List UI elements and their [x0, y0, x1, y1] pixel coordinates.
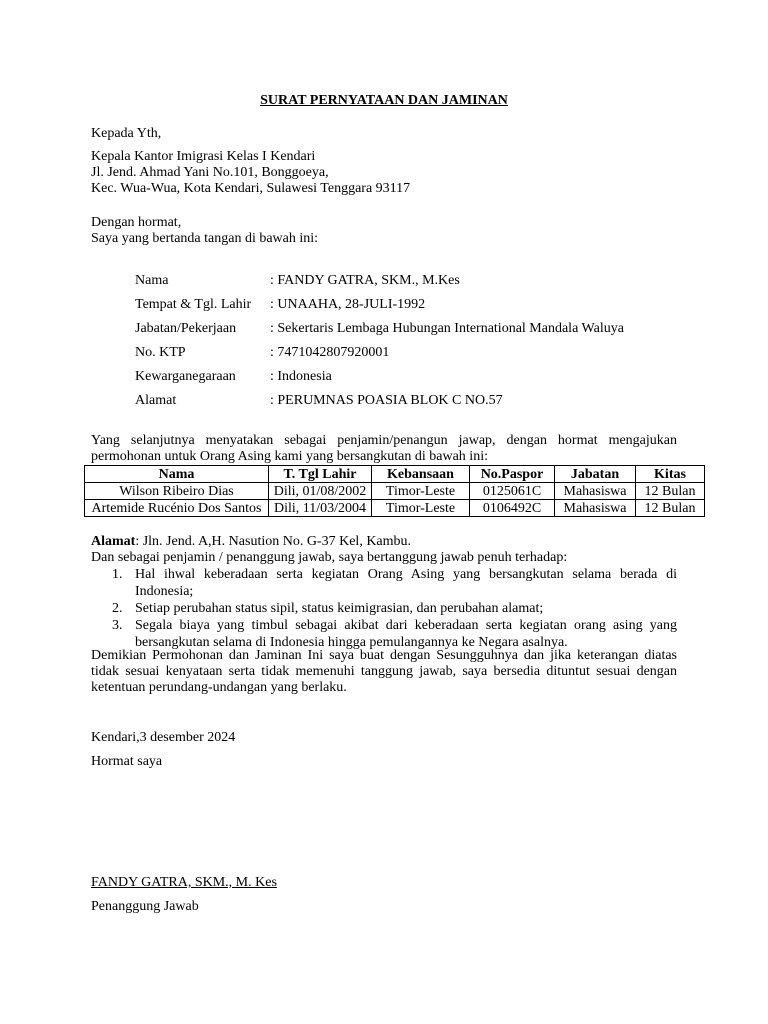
- responsibility-intro: Dan sebagai penjamin / penanggung jawab, saya bertanggung jawab penuh terhadap:: [91, 550, 568, 565]
- column-header: T. Tgl Lahir: [269, 466, 372, 483]
- salutation: Dengan hormat,: [91, 215, 182, 230]
- sponsor-statement: Yang selanjutnya menyatakan sebagai penjamin/penangun jawap, dengan hormat mengajukan permohonan untuk Orang Asing kami yang bersangkutan di bawah ini:: [91, 433, 677, 464]
- list-number: 3.: [112, 618, 123, 633]
- list-number: 1.: [112, 567, 123, 582]
- addressee-line-3: Kec. Wua-Wua, Kota Kendari, Sulawesi Tenggara 93117: [91, 181, 411, 196]
- identity-value: : PERUMNAS POASIA BLOK C NO.57: [270, 393, 503, 408]
- table-cell: 0106492C: [470, 500, 555, 517]
- list-text: Segala biaya yang timbul sebagai akibat dari keberadaan serta kegiatan orang asing yang bersangkutan selama di Indonesia hingga pemulangannya ke Negara asalnya.: [135, 618, 677, 650]
- identity-value: : 7471042807920001: [270, 345, 390, 360]
- identity-label: Kewarganegaraan: [135, 369, 236, 384]
- foreign-nationals-table: [84, 465, 705, 517]
- closing-statement: Demikian Permohonan dan Jaminan Ini saya buat dengan Sesungguhnya dan jika keterangan diatas tidak sesuai kenyataan serta tidak memenuhi tanggung jawab, saya bersedia dituntut sesuai dengan ketentuan perundang-undangan yang berlaku.: [91, 648, 677, 695]
- addressee-greeting: Kepada Yth,: [91, 126, 162, 141]
- identity-label: Alamat: [135, 393, 177, 408]
- list-text: Hal ihwal keberadaan serta kegiatan Orang Asing yang bersangkutan selama berada di Indonesia;: [135, 567, 677, 599]
- table-cell: 12 Bulan: [636, 500, 705, 517]
- place-date: Kendari,3 desember 2024: [91, 730, 236, 745]
- list-item: [91, 566, 677, 600]
- letter-title: SURAT PERNYATAAN DAN JAMINAN: [260, 93, 508, 108]
- identity-value: : Sekertaris Lembaga Hubungan International Mandala Waluya: [270, 321, 624, 336]
- table-cell: 12 Bulan: [636, 483, 705, 500]
- identity-value: : UNAAHA, 28-JULI-1992: [270, 297, 426, 312]
- signatory-role: Penanggung Jawab: [91, 899, 199, 914]
- list-text: Setiap perubahan status sipil, status keimigrasian, dan perubahan alamat;: [135, 601, 544, 616]
- foreign-address-label: Alamat: [91, 534, 136, 549]
- list-item: [91, 600, 677, 617]
- identity-value: : Indonesia: [270, 369, 332, 384]
- addressee-line-2: Jl. Jend. Ahmad Yani No.101, Bonggoeya,: [91, 165, 329, 180]
- responsibility-list: [91, 566, 677, 651]
- foreign-address-value: : Jln. Jend. A,H. Nasution No. G-37 Kel, Kambu.: [135, 534, 412, 549]
- table-cell: Artemide Rucénio Dos Santos: [85, 500, 269, 517]
- column-header: No.Paspor: [470, 466, 555, 483]
- signatory-name: FANDY GATRA, SKM., M. Kes: [91, 875, 277, 890]
- column-header: Nama: [85, 466, 269, 483]
- table-cell: Dili, 11/03/2004: [269, 500, 372, 517]
- table-header-row: [85, 466, 705, 483]
- identity-label: No. KTP: [135, 345, 186, 360]
- table-cell: Timor-Leste: [372, 483, 470, 500]
- intro-line: Saya yang bertanda tangan di bawah ini:: [91, 231, 319, 246]
- table-cell: Timor-Leste: [372, 500, 470, 517]
- table-cell: Wilson Ribeiro Dias: [85, 483, 269, 500]
- identity-label: Jabatan/Pekerjaan: [135, 321, 237, 336]
- table-row: [85, 483, 705, 500]
- table-row: [85, 500, 705, 517]
- table-cell: Dili, 01/08/2002: [269, 483, 372, 500]
- column-header: Kebansaan: [372, 466, 470, 483]
- addressee-line-1: Kepala Kantor Imigrasi Kelas I Kendari: [91, 149, 316, 164]
- identity-label: Nama: [135, 273, 169, 288]
- table-cell: 0125061C: [470, 483, 555, 500]
- table-cell: Mahasiswa: [555, 483, 636, 500]
- foreign-address-line: [91, 533, 411, 550]
- list-number: 2.: [112, 601, 123, 616]
- list-item: [91, 617, 677, 651]
- identity-value: : FANDY GATRA, SKM., M.Kes: [270, 273, 460, 288]
- column-header: Jabatan: [555, 466, 636, 483]
- regards: Hormat saya: [91, 754, 163, 769]
- identity-label: Tempat & Tgl. Lahir: [135, 297, 252, 312]
- table-cell: Mahasiswa: [555, 500, 636, 517]
- column-header: Kitas: [636, 466, 705, 483]
